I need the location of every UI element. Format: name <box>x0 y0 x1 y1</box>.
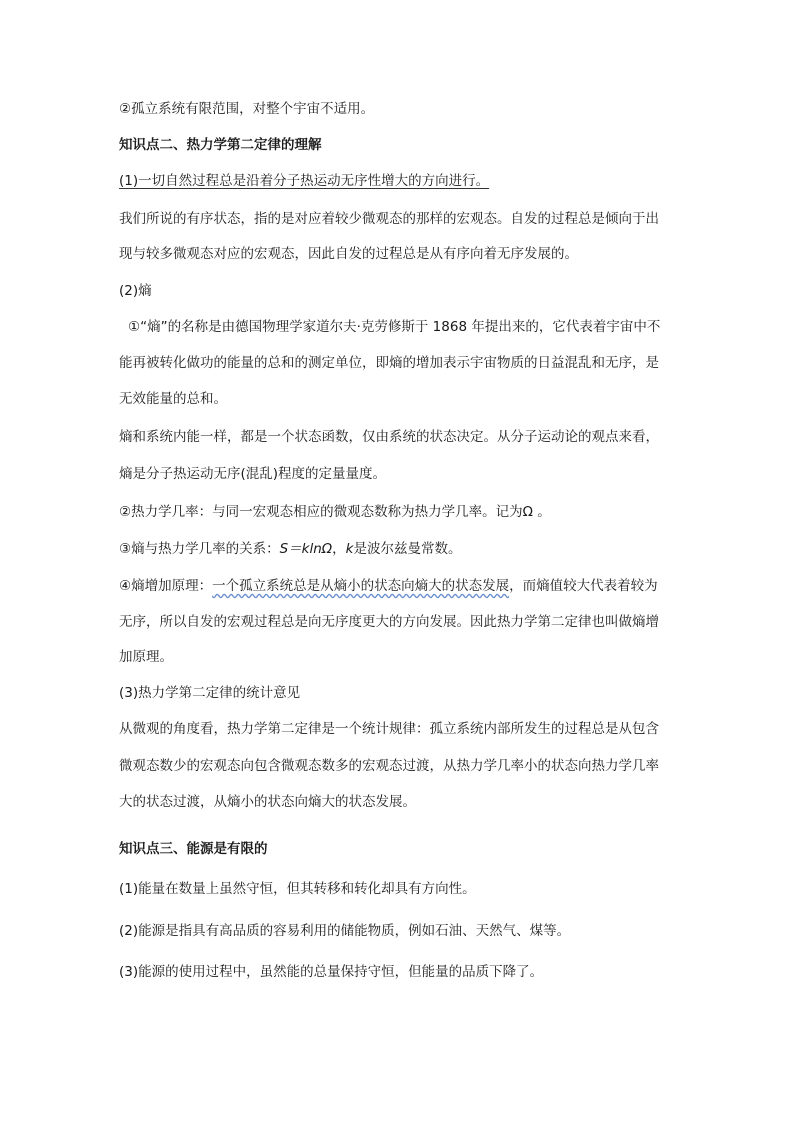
text-line: 熵是分子热运动无序(混乱)程度的定量量度。 <box>119 466 387 482</box>
text-line <box>119 577 694 595</box>
text-segment: ③熵与热力学几率的关系： <box>119 541 280 557</box>
text-line: 无效能量的总和。 <box>119 391 227 407</box>
text-line: (2)能源是指具有高品质的容易利用的储能物质，例如石油、天然气、煤等。 <box>119 923 571 939</box>
text-line: 从微观的角度看，热力学第二定律是一个统计规律：孤立系统内部所发生的过程总是从包含 <box>119 721 659 737</box>
underlined-text: (1)一切自然过程总是沿着分子热运动无序性增大的方向进行。 <box>119 173 490 189</box>
text-segment: 是波尔兹曼常数。 <box>353 541 462 557</box>
text-line <box>119 172 694 190</box>
text-line: (1)能量在数量上虽然守恒，但其转移和转化却具有方向性。 <box>119 881 476 897</box>
text-segment: ，而熵值较大代表着较为 <box>509 578 658 594</box>
text-line: 现与较多微观态对应的宏观态，因此自发的过程总是从有序向着无序发展的。 <box>119 246 578 262</box>
text-line: ①“熵”的名称是由德国物理学家道尔夫·克劳修斯于 1868 年提出来的，它代表着宇宙中不 <box>128 319 661 335</box>
boltzmann-symbol: k <box>345 541 354 557</box>
text-segment: ④熵增加原理： <box>119 578 213 594</box>
text-line: (3)热力学第二定律的统计意见 <box>119 685 301 701</box>
text-line: 大的状态过渡，从熵小的状态向熵大的状态发展。 <box>119 794 416 810</box>
section-heading-2: 知识点二、热力学第二定律的理解 <box>119 137 322 153</box>
section-heading-3: 知识点三、能源是有限的 <box>119 841 268 857</box>
text-line: 我们所说的有序状态，指的是对应着较少微观态的那样的宏观态。自发的过程总是倾向于出 <box>119 211 659 227</box>
entropy-formula: S＝klnΩ <box>279 541 333 557</box>
text-line: 加原理。 <box>119 649 173 665</box>
text-line <box>119 540 694 558</box>
text-segment: ， <box>332 541 346 557</box>
text-line: ②孤立系统有限范围，对整个宇宙不适用。 <box>119 101 375 117</box>
wavy-underlined-text: 一个孤立系统总是从熵小的状态向熵大的状态发展 <box>212 578 510 594</box>
text-line: ②热力学几率：与同一宏观态相应的微观态数称为热力学几率。记为Ω 。 <box>119 504 551 520</box>
text-line: 无序，所以自发的宏观过程总是向无序度更大的方向发展。因此热力学第二定律也叫做熵增 <box>119 614 659 630</box>
text-line: 微观态数少的宏观态向包含微观态数多的宏观态过渡，从热力学几率小的状态向热力学几率 <box>119 758 659 774</box>
text-line: (3)能源的使用过程中，虽然能的总量保持守恒，但能量的品质下降了。 <box>119 964 544 980</box>
text-line: 能再被转化做功的能量的总和的测定单位，即熵的增加表示宇宙物质的日益混乱和无序，是 <box>119 355 659 371</box>
text-line: 熵和系统内能一样，都是一个状态函数，仅由系统的状态决定。从分子运动论的观点来看， <box>119 429 659 445</box>
text-line: (2)熵 <box>119 283 152 299</box>
